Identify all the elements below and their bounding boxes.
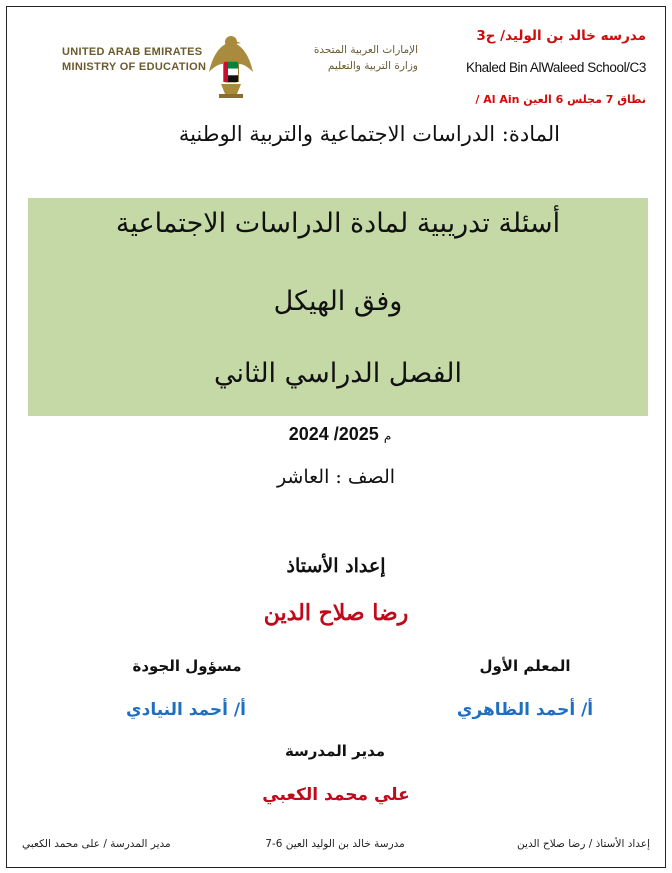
principal-name: علي محمد الكعبي bbox=[262, 785, 410, 805]
quality-officer-label: مسؤول الجودة bbox=[132, 657, 242, 675]
first-teacher-label: المعلم الأول bbox=[479, 657, 571, 675]
quality-officer-name: أ/ أحمد النيادي bbox=[126, 700, 246, 720]
ministry-ar-line1: الإمارات العربية المتحدة bbox=[313, 44, 418, 56]
title-line-1: أسئلة تدريبية لمادة الدراسات الاجتماعية bbox=[115, 208, 561, 239]
academic-year-value: 2024 /2025 bbox=[288, 424, 379, 444]
footer-prepared-by: إعداد الأستاذ / رضا صلاح الدين bbox=[517, 838, 650, 850]
uae-eagle-emblem-icon bbox=[205, 32, 257, 100]
grade-line: الصف : العاشر bbox=[276, 466, 396, 488]
footer-school: مدرسة خالد بن الوليد العين 6-7 bbox=[265, 838, 405, 850]
prepared-by-name: رضا صلاح الدين bbox=[263, 600, 409, 626]
first-teacher-name: أ/ أحمد الظاهري bbox=[456, 700, 594, 720]
title-line-3: الفصل الدراسي الثاني bbox=[213, 358, 463, 389]
ministry-ar-line2: وزارة التربية والتعليم bbox=[327, 60, 418, 72]
ministry-arabic bbox=[278, 42, 418, 74]
ministry-english bbox=[62, 45, 206, 75]
footer-principal: مدير المدرسة / على محمد الكعبي bbox=[22, 838, 171, 850]
principal-label: مدير المدرسة bbox=[284, 742, 386, 760]
ministry-en-line1: UNITED ARAB EMIRATES bbox=[62, 46, 203, 58]
ministry-en-line2: MINISTRY OF EDUCATION bbox=[62, 61, 207, 73]
academic-year bbox=[230, 424, 450, 445]
prepared-by-label: إعداد الأستاذ bbox=[286, 555, 386, 577]
subject-line: المادة: الدراسات الاجتماعية والتربية الوطنية bbox=[178, 122, 560, 146]
school-name-english: Khaled Bin AlWaleed School/C3 bbox=[465, 60, 646, 75]
school-address: نطاق 7 مجلس 6 العين Al Ain / bbox=[475, 93, 646, 106]
year-suffix: م bbox=[383, 429, 392, 443]
title-line-2: وفق الهيكل bbox=[273, 286, 403, 317]
school-name-arabic: مدرسه خالد بن الوليد/ ح3 bbox=[476, 28, 646, 44]
